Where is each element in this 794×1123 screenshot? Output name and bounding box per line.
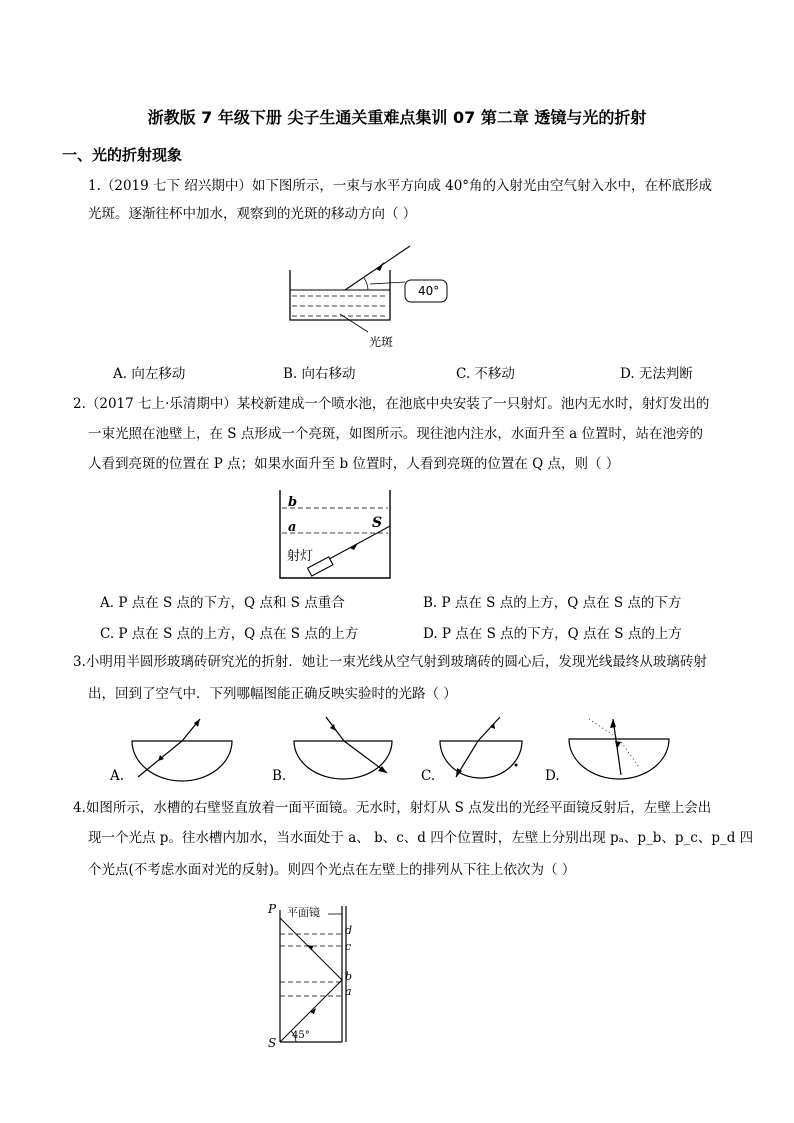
- q2-text-line3: 人看到亮斑的位置在 P 点；如果水面升至 b 位置时，人看到亮斑的位置在 Q 点，则（ ）: [88, 456, 620, 472]
- q2-option-d[interactable]: D. P 点在 S 点的下方，Q 点在 S 点的上方: [423, 626, 682, 642]
- q3-label-c[interactable]: C.: [421, 768, 436, 784]
- q3-figure-a: [128, 715, 238, 780]
- q3-label-d[interactable]: D.: [545, 768, 560, 784]
- q4-mirror-label: 平面镜: [287, 906, 320, 919]
- q4-angle-label: 45°: [292, 1030, 310, 1041]
- q1-text-line1: 1.（2019 七下 绍兴期中）如下图所示，一束与水平方向成 40°角的入射光由空气射入水中，在杯底形成: [88, 178, 713, 194]
- page-title: 浙教版 7 年级下册 尖子生通关重难点集训 07 第二章 透镜与光的折射: [147, 108, 647, 127]
- q2-option-a[interactable]: A. P 点在 S 点的下方，Q 点和 S 点重合: [100, 595, 345, 611]
- q3-label-a[interactable]: A.: [110, 768, 125, 784]
- q4-point-s: S: [268, 1036, 277, 1050]
- q4-text-line3: 个光点(不考虑水面对光的反射)。则四个光点在左壁上的排列从下往上依次为（ ）: [88, 862, 576, 878]
- q2-text-line2: 一束光照在池壁上，在 S 点形成一个亮斑，如图所示。现往池内注水，水面升至 a 位置时，站在池旁的: [88, 426, 703, 442]
- q3-text-line1: 3.小明用半圆形玻璃砖研究光的折射．她让一束光线从空气射到玻璃砖的圆心后，发现光线最终从玻璃砖射: [73, 654, 707, 670]
- q4-level-c: c: [345, 940, 352, 953]
- q1-spot-label: 光斑: [369, 335, 394, 349]
- q3-text-line2: 出，回到了空气中．下列哪幅图能正确反映实验时的光路（ ）: [88, 686, 457, 702]
- q2-point-s: S: [372, 515, 383, 531]
- q4-point-p: P: [268, 902, 277, 916]
- q3-figure-b: [292, 715, 402, 780]
- q1-option-b[interactable]: B. 向右移动: [283, 366, 356, 382]
- q1-option-c[interactable]: C. 不移动: [456, 366, 515, 382]
- q1-text-line2: 光斑。逐渐往杯中加水，观察到的光斑的移动方向（ ）: [88, 206, 417, 222]
- q4-level-d: d: [345, 924, 353, 937]
- q2-option-c[interactable]: C. P 点在 S 点的上方，Q 点在 S 点的上方: [100, 626, 359, 642]
- q4-text-line1: 4.如图所示，水槽的右壁竖直放着一面平面镜。无水时，射灯从 S 点发出的光经平面镜反射后，左壁上会出: [73, 800, 712, 816]
- q2-option-b[interactable]: B. P 点在 S 点的上方，Q 点在 S 点的下方: [423, 595, 682, 611]
- q4-level-b: b: [345, 970, 353, 983]
- q1-angle-label: 40°: [418, 284, 440, 298]
- section-heading: 一、光的折射现象: [62, 146, 183, 164]
- q1-option-a[interactable]: A. 向左移动: [113, 366, 186, 382]
- q2-level-b: b: [288, 495, 298, 510]
- q3-label-b[interactable]: B.: [272, 768, 287, 784]
- q4-level-a: a: [345, 985, 352, 998]
- q3-figure-d: [565, 715, 675, 785]
- q4-figure: [262, 900, 372, 1050]
- q2-lamp-label: 射灯: [287, 549, 314, 564]
- q2-text-line1: 2.（2017 七上·乐清期中）某校新建成一个喷水池，在池底中央安装了一只射灯。池内无水时，射灯发出的: [73, 396, 710, 412]
- q3-figure-c: [438, 715, 528, 780]
- q4-text-line2: 现一个光点 p。往水槽内加水，当水面处于 a、 b、c、d 四个位置时，左壁上分别出现 pₐ、p_b、p_c、p_d 四: [88, 830, 754, 846]
- q1-option-d[interactable]: D. 无法判断: [620, 366, 693, 382]
- q2-level-a: a: [288, 520, 297, 535]
